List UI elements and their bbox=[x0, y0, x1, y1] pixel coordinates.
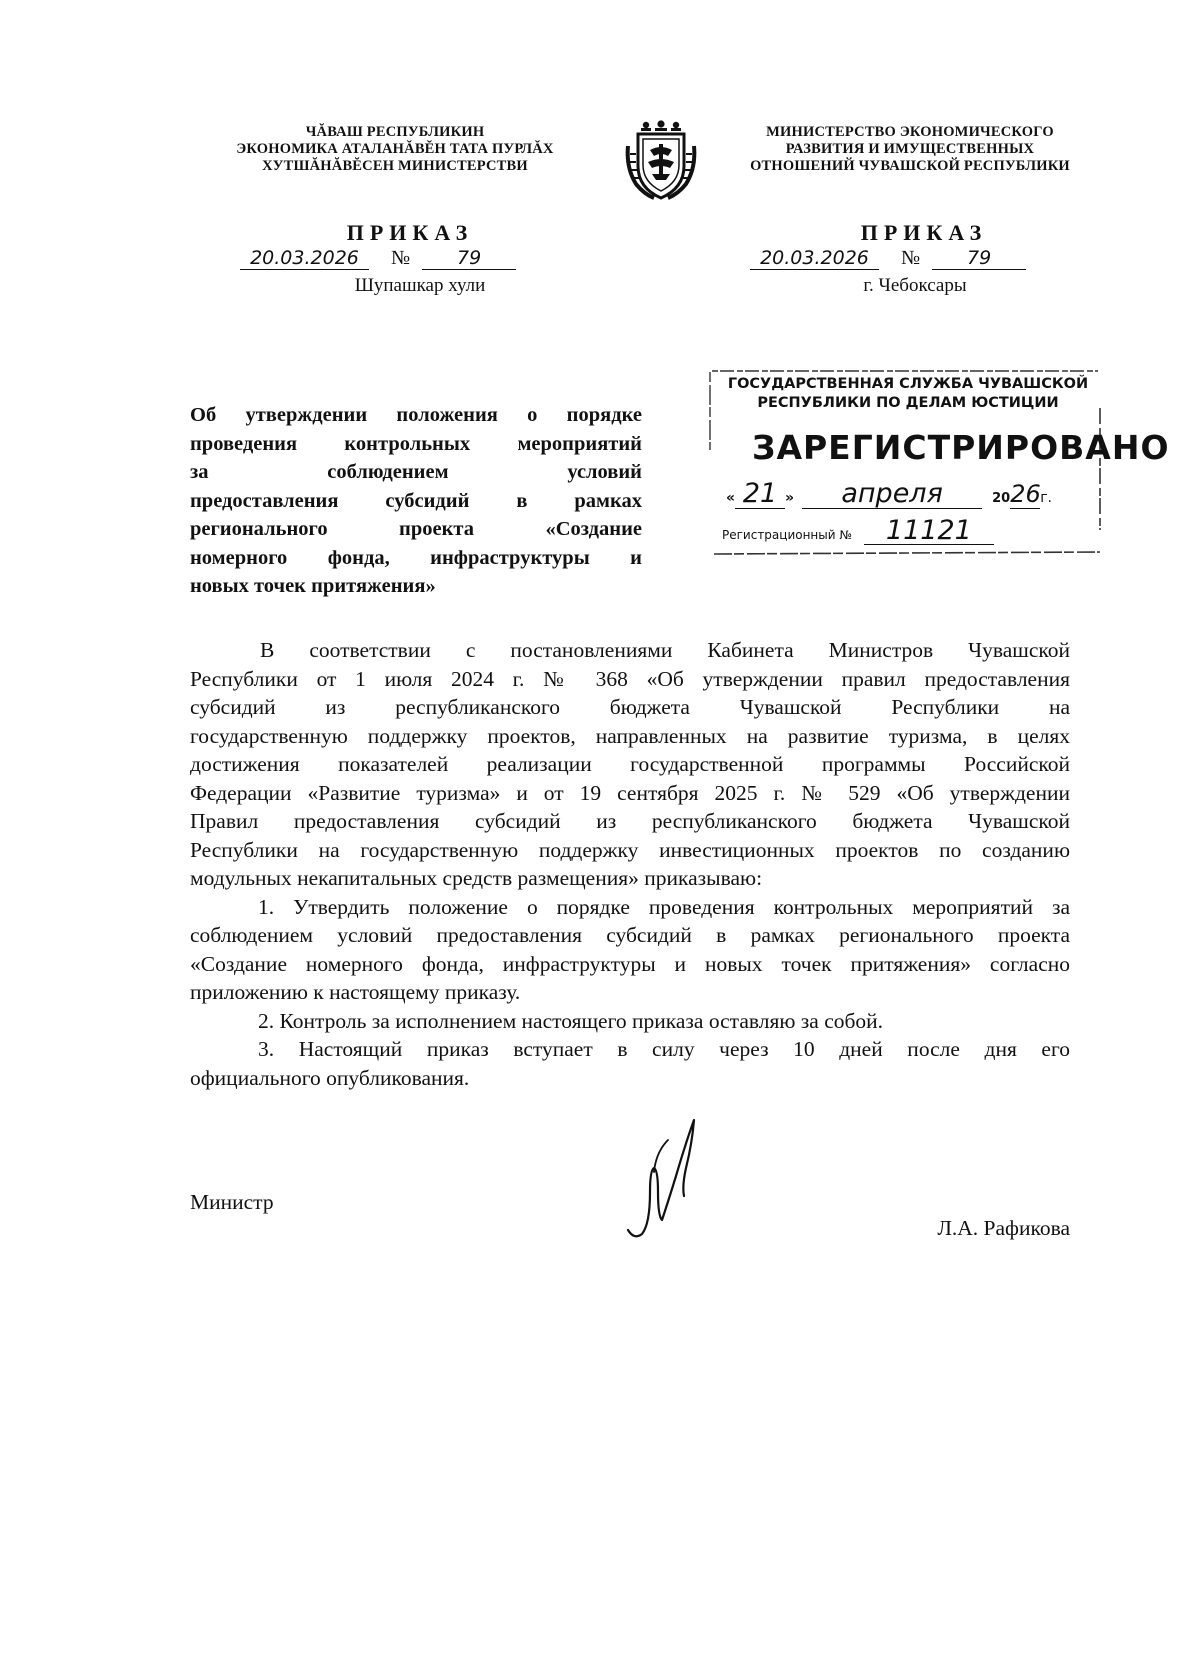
order-number: 79 bbox=[422, 247, 516, 270]
title-line: Об утверждении положения о порядке bbox=[190, 404, 642, 426]
item-1-line: соблюдением условий предоставления субсидий в рамках регионального проекта bbox=[190, 923, 1070, 947]
ministry-name-chuvash bbox=[200, 124, 590, 175]
place-russian: г. Чебоксары bbox=[863, 275, 967, 296]
body-line: субсидий из республиканского бюджета Чувашской Республики на bbox=[190, 695, 1070, 719]
stamp-quote-open: « bbox=[726, 490, 736, 506]
order-heading-chuvash: ПРИКАЗ bbox=[346, 220, 474, 245]
handwritten-signature bbox=[620, 1112, 720, 1242]
signatory-role: Министр bbox=[190, 1190, 274, 1214]
ministry-name-line: РАЗВИТИЯ И ИМУЩЕСТВЕННЫХ bbox=[785, 141, 1035, 157]
stamp-date bbox=[726, 480, 1096, 510]
item-1-line: «Создание номерного фонда, инфраструктуры и новых точек притяжения» согласно bbox=[190, 951, 1070, 976]
title-line: предоставления субсидий в рамках bbox=[190, 489, 642, 512]
registration-stamp bbox=[708, 368, 1170, 560]
stamp-registration-number bbox=[722, 515, 1062, 546]
body-line: государственную поддержку проектов, направленных на развитие туризма, в целях bbox=[190, 723, 1070, 748]
stamp-year-prefix: 20 bbox=[992, 491, 1011, 506]
number-sign: № bbox=[901, 247, 921, 269]
ministry-name-line: МИНИСТЕРСТВО ЭКОНОМИЧЕСКОГО bbox=[766, 124, 1054, 140]
body-line: Правил предоставления субсидий из республиканского бюджета Чувашской bbox=[190, 809, 1070, 833]
body-line: Республики от 1 июля 2024 г. № 368 «Об утверждении правил предоставления bbox=[190, 666, 1070, 691]
item-3-line: 3. Настоящий приказ вступает в силу через 10 дней после дня его bbox=[258, 1037, 1070, 1061]
order-heading-russian: ПРИКАЗ bbox=[860, 220, 988, 245]
body-line: модульных некапитальных средств размещения» приказываю: bbox=[190, 866, 763, 890]
number-sign: № bbox=[391, 247, 411, 269]
stamp-organization bbox=[714, 375, 1102, 413]
order-body bbox=[190, 636, 1070, 1092]
title-line: за соблюдением условий bbox=[190, 461, 642, 483]
stamp-org-line: РЕСПУБЛИКИ ПО ДЕЛАМ ЮСТИЦИИ bbox=[757, 395, 1059, 411]
chuvashia-coat-of-arms-icon bbox=[624, 118, 698, 202]
ministry-name-line: ХУТШĂНĂВĔСЕН МИНИСТЕРСТВИ bbox=[262, 158, 528, 174]
stamp-day: 21 bbox=[735, 480, 785, 509]
order-date-number-chuvash bbox=[240, 247, 570, 273]
title-line: новых точек притяжения» bbox=[190, 575, 436, 597]
stamp-regno-value: 11121 bbox=[864, 518, 994, 545]
ministry-name-line: ЭКОНОМИКА АТАЛАНĂВĔН ТАТА ПУРЛĂХ bbox=[236, 141, 554, 157]
title-line: проведения контрольных мероприятий bbox=[190, 432, 642, 455]
body-line: В соответствии с постановлениями Кабинета Министров Чувашской bbox=[260, 638, 1070, 662]
item-1-line: 1. Утвердить положение о порядке проведения контрольных мероприятий за bbox=[258, 894, 1070, 919]
item-2-line: 2. Контроль за исполнением настоящего приказа оставляю за собой. bbox=[258, 1008, 884, 1033]
order-number: 79 bbox=[932, 247, 1026, 270]
stamp-status: ЗАРЕГИСТРИРОВАНО bbox=[752, 428, 1170, 467]
order-date: 20.03.2026 bbox=[240, 247, 369, 270]
stamp-year-abbr: г. bbox=[1040, 490, 1052, 506]
stamp-regno-label: Регистрационный № bbox=[722, 528, 852, 542]
item-3-line: официального опубликования. bbox=[190, 1065, 470, 1090]
stamp-month: апреля bbox=[802, 480, 982, 509]
ministry-name-line: ОТНОШЕНИЙ ЧУВАШСКОЙ РЕСПУБЛИКИ bbox=[750, 158, 1070, 174]
title-line: регионального проекта «Создание bbox=[190, 518, 642, 540]
ministry-name-russian bbox=[720, 124, 1100, 175]
stamp-org-line: ГОСУДАРСТВЕННАЯ СЛУЖБА ЧУВАШСКОЙ bbox=[727, 376, 1089, 392]
order-date-number-russian bbox=[750, 247, 1070, 273]
stamp-year-suffix: 26 bbox=[1010, 480, 1041, 508]
signatory-name: Л.А. Рафикова bbox=[937, 1216, 1070, 1240]
order-title bbox=[190, 401, 642, 601]
ministry-name-line: ЧĂВАШ РЕСПУБЛИКИН bbox=[305, 124, 485, 140]
order-date: 20.03.2026 bbox=[750, 247, 879, 270]
body-line: Федерации «Развитие туризма» и от 19 сентября 2025 г. № 529 «Об утверждении bbox=[190, 780, 1070, 805]
body-line: достижения показателей реализации государственной программы Российской bbox=[190, 752, 1070, 776]
place-chuvash: Шупашкар хули bbox=[354, 275, 486, 296]
item-1-line: приложению к настоящему приказу. bbox=[190, 980, 521, 1004]
title-line: номерного фонда, инфраструктуры и bbox=[190, 546, 642, 569]
stamp-quote-close: » bbox=[785, 490, 795, 506]
body-line: Республики на государственную поддержку инвестиционных проектов по созданию bbox=[190, 837, 1070, 862]
